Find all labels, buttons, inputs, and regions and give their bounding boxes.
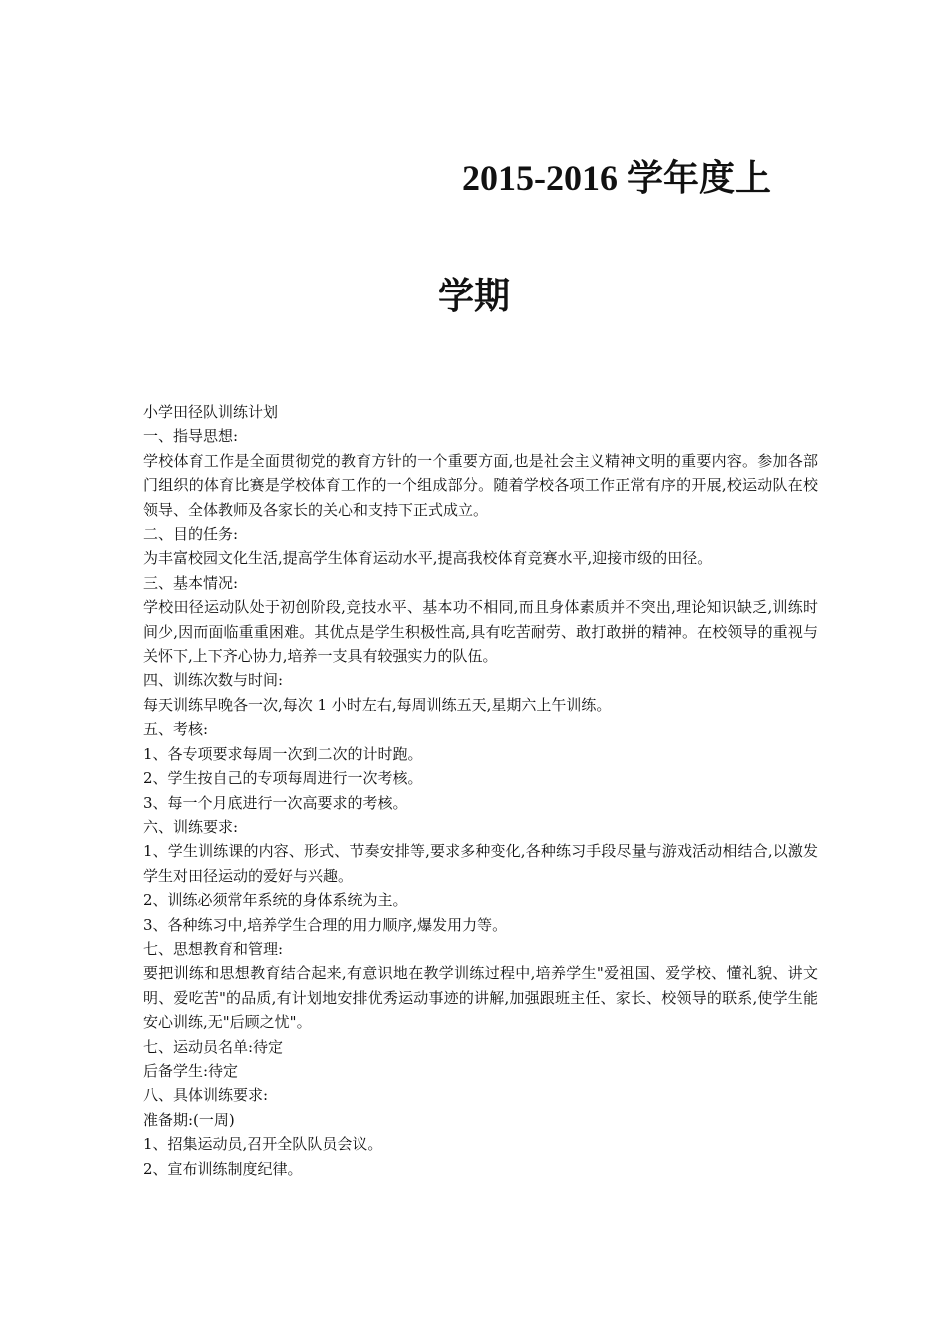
list-item-requirement-1: 1、学生训练课的内容、形式、节奏安排等,要求多种变化,各种练习手段尽量与游戏活动相结合,以激发学生对田径运动的爱好与兴趣。 [143,842,818,885]
section-heading-objectives: 二、目的任务: [143,525,239,544]
paragraph-basic-situation: 学校田径运动队处于初创阶段,竞技水平、基本功不相同,而且身体素质并不突出,理论知识缺乏,训练时间少,因而面临重重困难。其优点是学生积极性高,具有吃苦耐劳、敢打敢拼的精神。在校领导的重视与关怀下,上下齐心协力,培养一支具有较强实力的队伍。 [143,598,818,666]
document-title-line-1: 2015-2016 学年度上 [462,158,771,198]
list-item-assessment-2: 2、学生按自己的专项每周进行一次考核。 [143,769,423,788]
paragraph-preparation-period: 准备期:(一周) [143,1110,235,1129]
paragraph-guiding-ideology: 学校体育工作是全面贯彻党的教育方针的一个重要方面,也是社会主义精神文明的重要内容。参加各部门组织的体育比赛是学校体育工作的一个组成部分。随着学校各项工作正常有序的开展,校运动队在校领导、全体教师及各家长的关心和支持下正式成立。 [143,451,818,519]
paragraph-objectives: 为丰富校园文化生活,提高学生体育运动水平,提高我校体育竞赛水平,迎接市级的田径。 [143,549,713,568]
section-heading-training-schedule: 四、训练次数与时间: [143,671,284,690]
section-heading-basic-situation: 三、基本情况: [143,573,239,592]
document-body [143,400,818,1181]
section-heading-education-management: 七、思想教育和管理: [143,939,284,958]
paragraph-reserve-students: 后备学生:待定 [143,1061,239,1080]
section-heading-specific-requirements: 八、具体训练要求: [143,1086,269,1105]
section-heading-assessment: 五、考核: [143,720,209,739]
paragraph-training-schedule: 每天训练早晚各一次,每次 1 小时左右,每周训练五天,星期六上午训练。 [143,695,612,714]
section-heading-training-requirements: 六、训练要求: [143,817,239,836]
section-heading-guiding-ideology: 一、指导思想: [143,427,239,446]
document-title-line-2: 学期 [438,276,511,316]
list-item-preparation-2: 2、宣布训练制度纪律。 [143,1159,303,1178]
list-item-requirement-2: 2、训练必须常年系统的身体系统为主。 [143,891,408,910]
list-item-preparation-1: 1、招集运动员,召开全队队员会议。 [143,1135,383,1154]
list-item-assessment-3: 3、每一个月底进行一次高要求的考核。 [143,793,408,812]
paragraph-education-management: 要把训练和思想教育结合起来,有意识地在教学训练过程中,培养学生"爱祖国、爱学校、懂礼貌、讲文明、爱吃苦"的品质,有计划地安排优秀运动事迹的讲解,加强跟班主任、家长、校领导的联系,使学生能安心训练,无"后顾之忧"。 [143,964,818,1032]
list-item-assessment-1: 1、各专项要求每周一次到二次的计时跑。 [143,744,423,763]
section-heading-athlete-list: 七、运动员名单:待定 [143,1037,284,1056]
plan-heading: 小学田径队训练计划 [143,403,279,421]
list-item-requirement-3: 3、各种练习中,培养学生合理的用力顺序,爆发用力等。 [143,915,508,934]
